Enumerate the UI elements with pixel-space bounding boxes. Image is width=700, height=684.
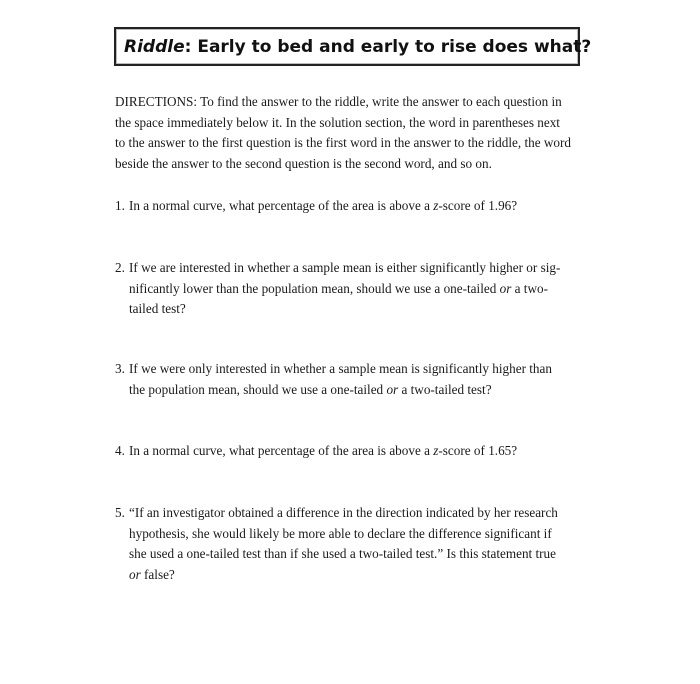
question-2 [115, 258, 590, 320]
question-line: she used a one-tailed test than if she used a two-tailed test.” Is this statement true [129, 546, 557, 561]
question-line: nificantly lower than the population mean, should we use a one-tailed or a two- [129, 280, 548, 296]
question-line: “If an investigator obtained a difference in the direction indicated by her research [129, 505, 558, 520]
question-number: 3. [115, 361, 125, 376]
question-line: If we were only interested in whether a sample mean is significantly higher than [129, 361, 552, 376]
question-line: tailed test? [129, 301, 186, 316]
directions-line: to the answer to the first question is the first word in the answer to the riddle, the word [115, 135, 571, 150]
question-1 [115, 196, 590, 217]
question-line: hypothesis, she would likely be more able to declare the difference significant if [129, 525, 552, 541]
question-line: In a normal curve, what percentage of the area is above a z-score of 1.96? [129, 198, 518, 213]
directions-line: DIRECTIONS: To find the answer to the riddle, write the answer to each question in [115, 94, 562, 109]
riddle-title-box [114, 27, 592, 66]
riddle-question: Early to bed and early to rise does what? [197, 36, 592, 57]
question-number: 5. [115, 505, 125, 520]
directions-line: beside the answer to the second question is the second word, and so on. [115, 155, 492, 171]
directions-line: the space immediately below it. In the solution section, the word in parentheses next [115, 114, 560, 130]
question-3 [115, 359, 590, 400]
question-number: 4. [115, 443, 125, 458]
riddle-separator: : [184, 36, 198, 57]
directions-paragraph [115, 92, 590, 174]
question-line: In a normal curve, what percentage of the area is above a z-score of 1.65? [129, 443, 518, 458]
question-line: the population mean, should we use a one-tailed or a two-tailed test? [129, 381, 492, 397]
question-number: 1. [115, 198, 125, 213]
question-number: 2. [115, 260, 125, 275]
question-5 [115, 503, 590, 585]
question-4 [115, 441, 590, 462]
question-line: If we are interested in whether a sample mean is either significantly higher or sig- [129, 260, 561, 275]
riddle-label: Riddle [124, 36, 185, 57]
question-line: or false? [129, 566, 175, 582]
